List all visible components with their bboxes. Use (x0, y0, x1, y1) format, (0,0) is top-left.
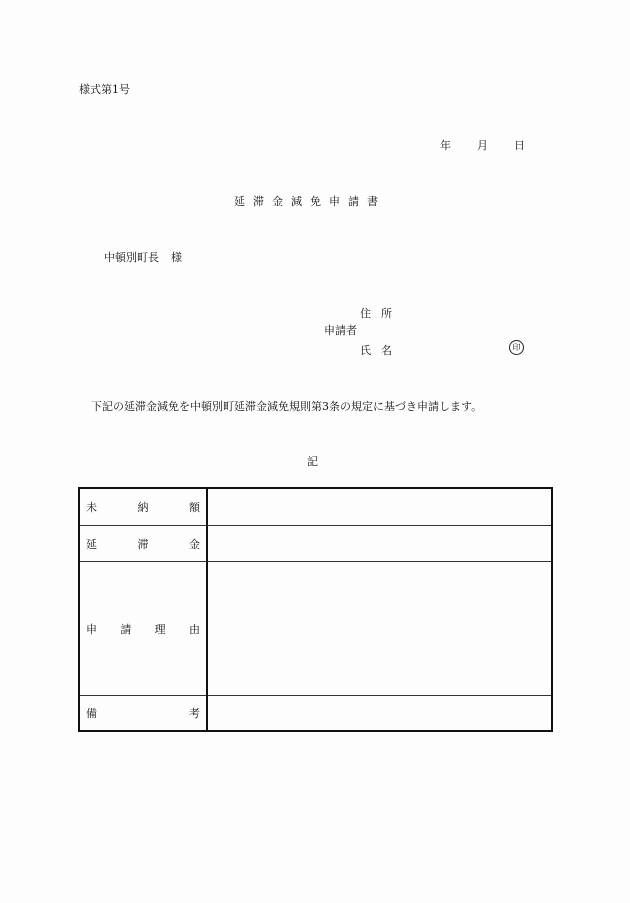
applicant-label: 申請者 (324, 324, 357, 337)
seal-mark: 印 (509, 340, 524, 355)
addressee (104, 249, 182, 265)
name-label: 氏名 (360, 344, 402, 357)
label-char: 申 (86, 622, 97, 636)
label-char: 金 (189, 537, 200, 551)
date-month-label: 月 (477, 139, 488, 152)
table-row-late-fee (79, 526, 552, 562)
label-char: 請 (120, 622, 132, 636)
label-char: 未 (86, 501, 97, 514)
label-char: 備 (86, 707, 97, 720)
label-char: 由 (188, 622, 200, 636)
table-row-unpaid-amount (79, 488, 552, 526)
form-number: 様式第1号 (79, 83, 130, 96)
reason-label (79, 562, 207, 696)
date-line (440, 137, 525, 153)
label-char: 延 (86, 537, 97, 551)
label-char: 納 (137, 501, 149, 514)
reason-field[interactable] (207, 562, 552, 696)
label-char: 考 (189, 707, 200, 720)
address-label: 住所 (360, 307, 402, 320)
addressee-honorific: 様 (171, 251, 182, 264)
remarks-field[interactable] (207, 696, 552, 732)
late-fee-label (79, 526, 207, 562)
label-char: 理 (154, 622, 166, 636)
addressee-name: 中頓別町長 (104, 251, 159, 264)
label-char: 額 (189, 501, 200, 514)
remarks-label (79, 696, 207, 732)
unpaid-amount-field[interactable] (207, 488, 552, 526)
label-char: 滞 (137, 537, 149, 551)
date-day-label: 日 (514, 139, 525, 152)
application-statement: 下記の延滞金減免を中頓別町延滞金減免規則第3条の規定に基づき申請します。 (91, 400, 483, 413)
application-table (78, 487, 553, 732)
document-title: 延滞金減免申請書 (234, 195, 386, 208)
late-fee-field[interactable] (207, 526, 552, 562)
date-year-label: 年 (440, 139, 451, 152)
ki-heading: 記 (307, 455, 318, 468)
unpaid-amount-label (79, 488, 207, 526)
table-row-reason (79, 562, 552, 696)
table-row-remarks (79, 696, 552, 732)
